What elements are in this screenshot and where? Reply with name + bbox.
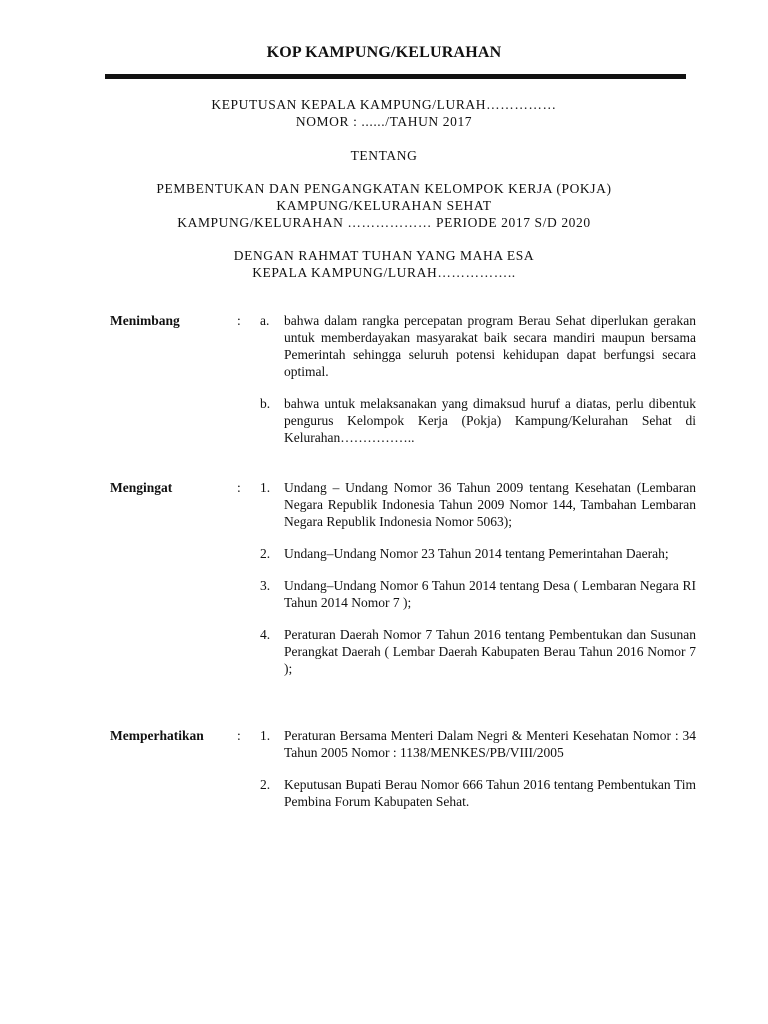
section-label: Memperhatikan <box>110 728 204 743</box>
letterhead-title: KOP KAMPUNG/KELURAHAN <box>266 44 502 61</box>
decree-number-line: NOMOR : ....../TAHUN 2017 <box>295 114 473 129</box>
section-colon: : <box>237 480 241 495</box>
preamble-heading <box>0 247 768 281</box>
tentang-label: TENTANG <box>350 148 418 163</box>
list-marker: b. <box>260 396 271 411</box>
list-item <box>260 545 696 562</box>
list-item-text: Keputusan Bupati Berau Nomor 666 Tahun 2016 tentang Pembentukan Tim Pembina Forum Kabupaten Sehat. <box>284 777 696 809</box>
decree-heading <box>0 96 768 130</box>
list-item <box>260 312 696 380</box>
list-marker: 1. <box>260 480 271 495</box>
list-item <box>260 727 696 761</box>
list-marker: 2. <box>260 546 271 561</box>
list-item-text: Undang–Undang Nomor 23 Tahun 2014 tentang Pemerintahan Daerah; <box>284 546 669 561</box>
letterhead-rule <box>105 74 686 79</box>
list-marker: 3. <box>260 578 271 593</box>
preamble-line-2: KEPALA KAMPUNG/LURAH…………….. <box>252 265 516 280</box>
subject-title-line-2: KAMPUNG/KELURAHAN SEHAT <box>276 198 492 213</box>
list-item-text: Undang–Undang Nomor 6 Tahun 2014 tentang Desa ( Lembaran Negara RI Tahun 2014 Nomor 7 ); <box>284 578 696 610</box>
list-item-text: bahwa dalam rangka percepatan program Berau Sehat diperlukan gerakan untuk memberdayakan masyarakat baik secara mandiri maupun bersama Pemerintah sehingga seluruh potensi kehidupan dapat berfungsi secara optimal. <box>284 313 696 379</box>
section-colon: : <box>237 728 241 743</box>
list-item <box>260 776 696 810</box>
list-marker: 2. <box>260 777 271 792</box>
list-item-text: bahwa untuk melaksanakan yang dimaksud huruf a diatas, perlu dibentuk pengurus Kelompok Kerja (Pokja) Kampung/Kelurahan Sehat di Kelurahan…………….. <box>284 396 696 445</box>
subject-title-line-3: KAMPUNG/KELURAHAN ……………… PERIODE 2017 S/D 2020 <box>177 215 591 230</box>
list-item <box>260 577 696 611</box>
list-item-text: Peraturan Daerah Nomor 7 Tahun 2016 tentang Pembentukan dan Susunan Perangkat Daerah ( Lembar Daerah Kabupaten Berau Tahun 2016 Nomor 7 ); <box>284 627 696 676</box>
section-menimbang <box>110 312 696 446</box>
section-memperhatikan <box>110 727 696 810</box>
subject-title-line-1: PEMBENTUKAN DAN PENGANGKATAN KELOMPOK KERJA (POKJA) <box>156 181 612 196</box>
list-marker: 4. <box>260 627 271 642</box>
decree-title-line: KEPUTUSAN KEPALA KAMPUNG/LURAH…………… <box>211 97 557 112</box>
section-label: Mengingat <box>110 480 173 495</box>
section-label: Menimbang <box>110 313 180 328</box>
list-item-text: Undang – Undang Nomor 36 Tahun 2009 tentang Kesehatan (Lembaran Negara Republik Indonesia Tahun 2009 Nomor 144, Tambahan Lembaran Negara Republik Indonesia Nomor 5063); <box>284 480 696 529</box>
list-item <box>260 395 696 446</box>
list-marker: a. <box>260 313 270 328</box>
list-item-text: Peraturan Bersama Menteri Dalam Negri & Menteri Kesehatan Nomor : 34 Tahun 2005 Nomor : 1138/MENKES/PB/VIII/2005 <box>284 728 696 760</box>
section-mengingat <box>110 479 696 677</box>
section-colon: : <box>237 313 241 328</box>
preamble-line-1: DENGAN RAHMAT TUHAN YANG MAHA ESA <box>233 248 535 263</box>
list-item <box>260 626 696 677</box>
list-marker: 1. <box>260 728 271 743</box>
subject-title <box>0 180 768 231</box>
tentang-heading <box>0 147 768 164</box>
list-item <box>260 479 696 530</box>
